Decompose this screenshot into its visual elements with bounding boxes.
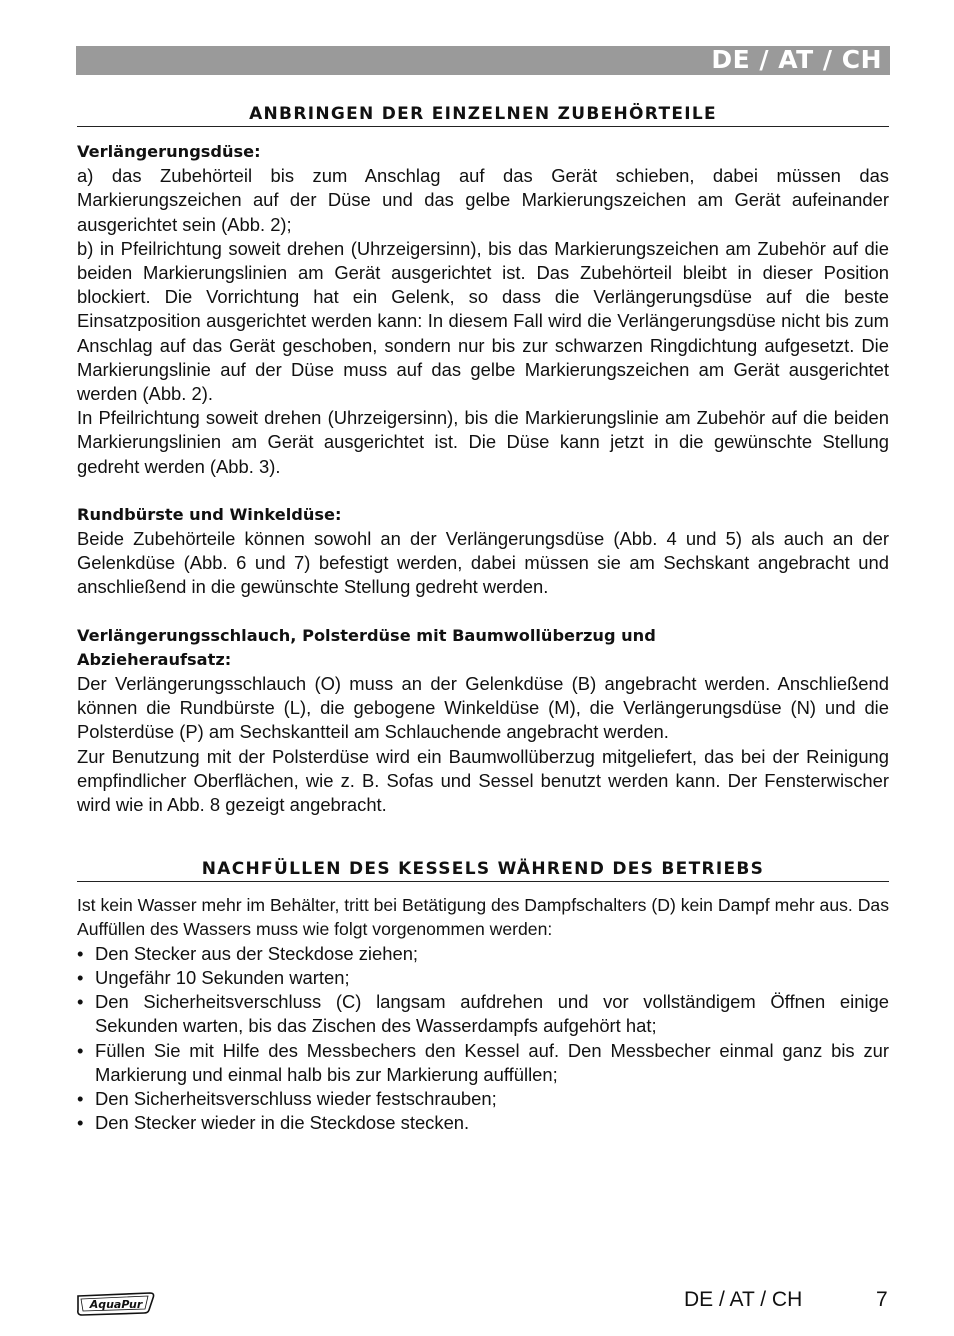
extension-nozzle-step-b: b) in Pfeilrichtung soweit drehen (Uhrzeigersinn), bis das Markierungszeichen am Zubehör auf die beiden Markierungslinien am Gerät ausgerichtet ist. Das Zubehörteil bleibt in dieser Position blockiert. Die Vorrichtung hat ein Gelenk, so dass die Verlängerungsdüse auf die beste Einsatzposition ausgerichtet werden kann: In diesem Fall wird die Verlängerungsdüse nicht bis zum Anschlag auf das Gerät geschoben, sondern nur bis zur schwarzen Ringdichtung aufgesetzt. Die Markierungslinie auf der Düse muss auf das gelbe Markierungszeichen am Gerät ausgerichtet werden (Abb. 2). xyxy=(77,237,889,405)
list-item: • Den Sicherheitsverschluss (C) langsam aufdrehen und vor vollständigem Öffnen einige Sekunden warten, bis das Zischen des Wasserdampfs aufgehört hat; xyxy=(77,991,889,1037)
refill-block xyxy=(77,893,889,1135)
bullet-icon: • xyxy=(77,991,84,1013)
bullet-icon: • xyxy=(77,1087,84,1109)
header-bar xyxy=(76,46,890,75)
aquapur-logo xyxy=(76,1290,156,1316)
extension-nozzle-heading: Verlängerungsdüse: xyxy=(77,142,261,161)
svg-text:AquaPur: AquaPur xyxy=(89,1298,143,1311)
page-content xyxy=(77,102,889,1135)
bullet-icon: • xyxy=(77,1039,84,1061)
round-brush-text: Beide Zubehörteile können sowohl an der Verlängerungsdüse (Abb. 4 und 5) als auch an der Gelenkdüse (Abb. 6 und 7) befestigt werden, dabei müssen sie am Sechskant angebracht und anschließend in die gewünschte Stellung gedreht werden. xyxy=(77,528,889,598)
list-item: • Füllen Sie mit Hilfe des Messbechers den Kessel auf. Den Messbecher einmal ganz bis zur Markierung und einmal halb bis zur Markierung auffüllen; xyxy=(77,1039,889,1085)
section-title-accessories: ANBRINGEN DER EINZELNEN ZUBEHÖRTEILE xyxy=(77,104,889,127)
refill-steps-list xyxy=(77,942,889,1136)
extension-hose-heading-line2: Abzieheraufsatz: xyxy=(77,649,232,669)
list-item: • Den Stecker aus der Steckdose ziehen; xyxy=(77,942,889,966)
round-brush-heading: Rundbürste und Winkeldüse: xyxy=(77,504,342,524)
list-item: • Den Sicherheitsverschluss wieder festschrauben; xyxy=(77,1087,889,1111)
bullet-icon: • xyxy=(77,1112,84,1134)
list-item: • Ungefähr 10 Sekunden warten; xyxy=(77,966,889,990)
section-title-refill: NACHFÜLLEN DES KESSELS WÄHREND DES BETRIEBS xyxy=(77,859,889,882)
refill-intro: Ist kein Wasser mehr im Behälter, tritt bei Betätigung des Dampfschalters (D) kein Dampf mehr aus. Das Auffüllen des Wassers muss wie folgt vorgenommen werden: xyxy=(77,895,889,940)
bullet-icon: • xyxy=(77,942,84,964)
extension-hose-text-1: Der Verlängerungsschlauch (O) muss an der Gelenkdüse (B) angebracht werden. Anschließend können die Rundbürste (L), die gebogene Winkeldüse (M), die Verlängerungsdüse (N) und die Polsterdüse (P) am Sechskantteil am Schlauchende angebracht werden. xyxy=(77,673,889,743)
extension-hose-heading-line1: Verlängerungsschlauch, Polsterdüse mit Baumwollüberzug und xyxy=(77,625,656,645)
header-language-label: DE / AT / CH xyxy=(711,45,882,74)
extension-hose-block xyxy=(77,624,889,818)
footer-language-label: DE / AT / CH xyxy=(684,1288,803,1311)
round-brush-block xyxy=(77,503,889,600)
page-number: 7 xyxy=(876,1288,888,1311)
extension-nozzle-step-c: In Pfeilrichtung soweit drehen (Uhrzeigersinn), bis die Markierungslinie am Zubehör auf die beiden Markierungslinien am Gerät ausgerichtet ist. Die Düse kann jetzt in die gewünschte Stellung gedreht werden (Abb. 3). xyxy=(77,407,889,477)
extension-nozzle-block xyxy=(77,140,889,479)
extension-nozzle-step-a: a) das Zubehörteil bis zum Anschlag auf das Gerät schieben, dabei müssen das Markierungszeichen auf der Düse und das gelbe Markierungszeichen am Gerät aufeinander ausgerichtet sein (Abb. 2); xyxy=(77,165,889,235)
bullet-icon: • xyxy=(77,966,84,988)
list-item: • Den Stecker wieder in die Steckdose stecken. xyxy=(77,1111,889,1135)
extension-hose-text-2: Zur Benutzung mit der Polsterdüse wird ein Baumwollüberzug mitgeliefert, das bei der Reinigung empfindlicher Oberflächen, wie z. B. Sofas und Sessel benutzt werden kann. Der Fensterwischer wird wie in Abb. 8 gezeigt angebracht. xyxy=(77,745,889,816)
